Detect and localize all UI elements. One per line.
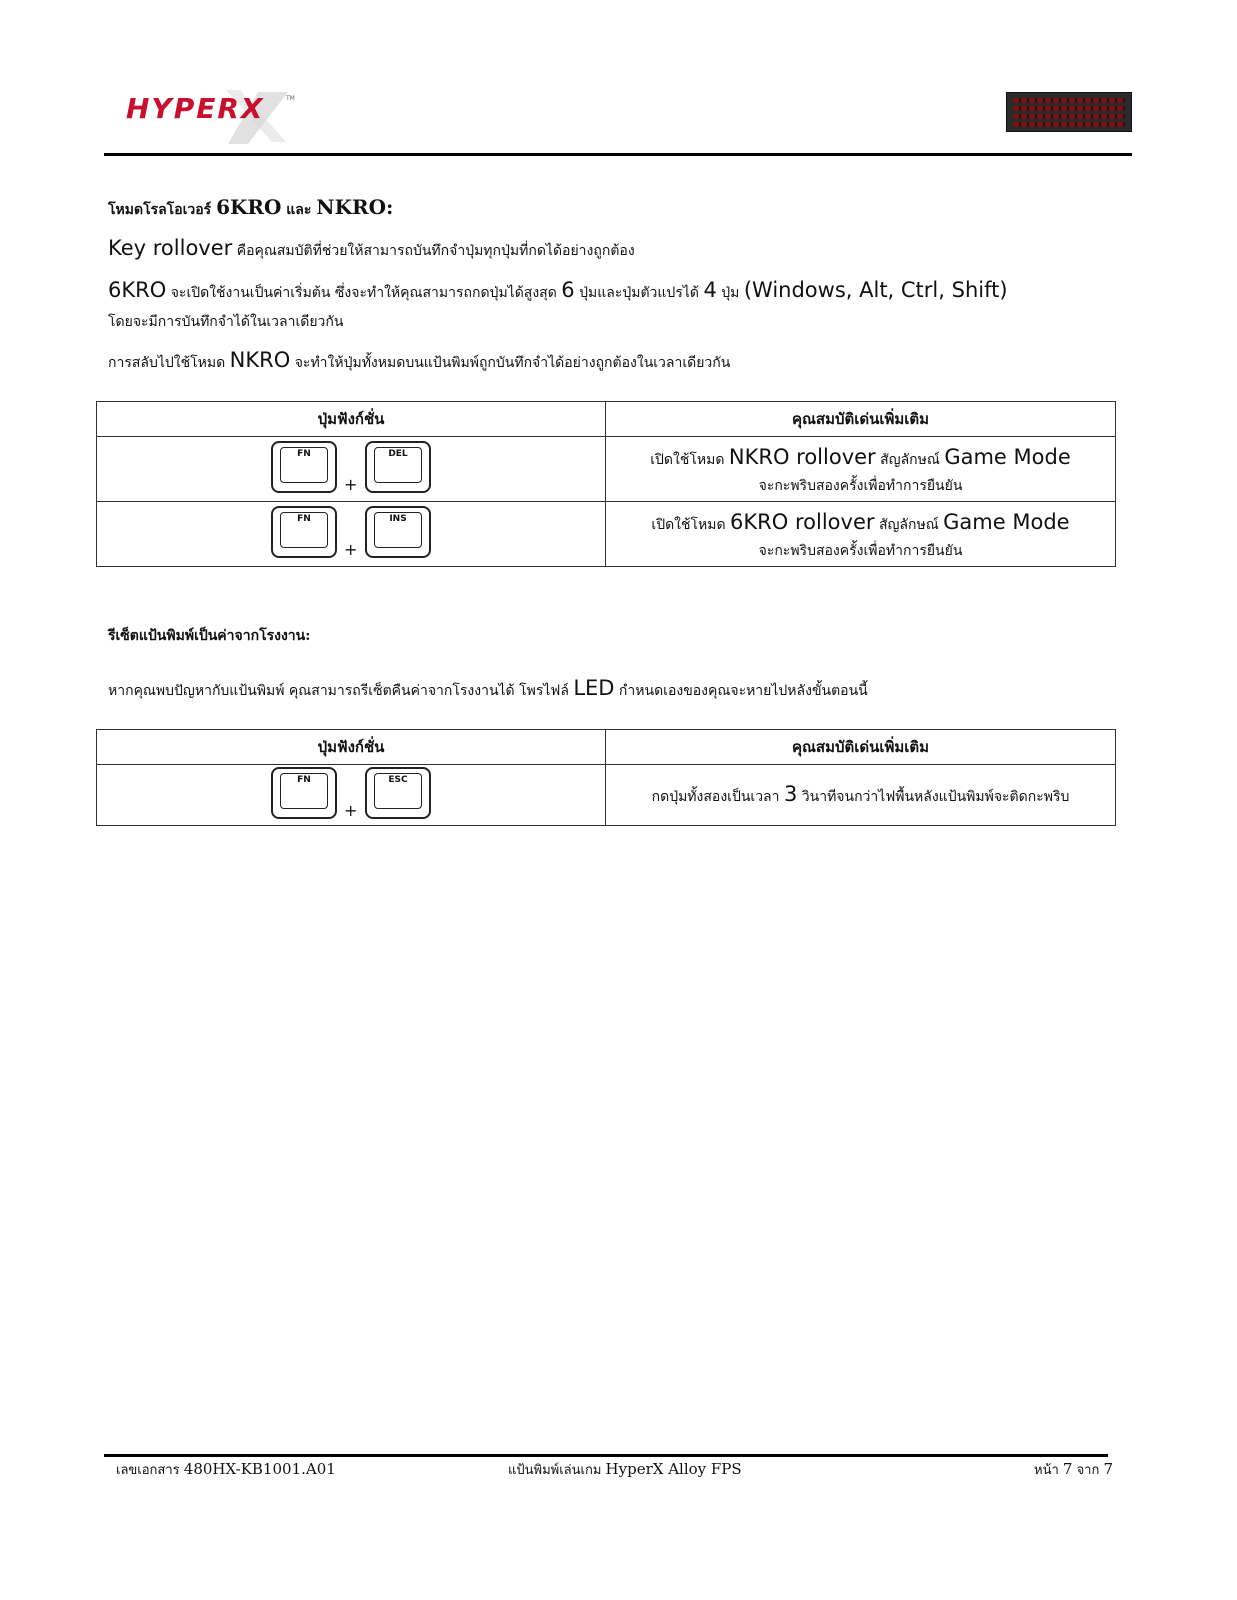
paragraph-factory-reset: หากคุณพบปัญหากับแป้นพิมพ์ คุณสามารถรีเซ็ตคืนค่าจากโรงงานได้ โพรไฟล์ LED กำหนดเองของคุณจะหายไปหลังขั้นตอนนี้ bbox=[108, 676, 868, 700]
feature-description: เปิดใช้โหมด 6KRO rollover สัญลักษณ์ Game Mode จะกะพริบสองครั้งเพื่อทำการยืนยัน bbox=[606, 502, 1116, 567]
paragraph-nkro: การสลับไปใช้โหมด NKRO จะทำให้ปุ่มทั้งหมดบนแป้นพิมพ์ถูกบันทึกจำได้อย่างถูกต้องในเวลาเดียวกัน bbox=[108, 348, 731, 372]
page-header bbox=[108, 80, 1132, 158]
paragraph-key-rollover: Key rollover คือคุณสมบัติที่ช่วยให้สามารถบันทึกจำปุ่มทุกปุ่มที่กดได้อย่างถูกต้อง bbox=[108, 236, 635, 260]
paragraph-6kro: 6KRO จะเปิดใช้งานเป็นค่าเริ่มต้น ซึ่งจะทำให้คุณสามารถกดปุ่มได้สูงสุด 6 ปุ่มและปุ่มตัวแปรได้ 4 ปุ่ม (Windows, Alt, Ctrl, Shift) bbox=[108, 278, 1008, 302]
footer-divider bbox=[104, 1454, 1108, 1457]
key-combo-fn-ins bbox=[97, 502, 605, 566]
footer-doc-number: เลขเอกสาร 480HX-KB1001.A01 bbox=[116, 1460, 336, 1478]
keyboard-thumbnail bbox=[1006, 92, 1132, 132]
key-combo-fn-del bbox=[97, 437, 605, 501]
key-combo-fn-esc bbox=[97, 765, 605, 825]
section-heading-factory-reset: รีเซ็ตแป้นพิมพ์เป็นค่าจากโรงงาน: bbox=[108, 628, 311, 644]
table-header-function-keys: ปุ่มฟังก์ชั่น bbox=[97, 402, 606, 437]
header-divider bbox=[104, 153, 1132, 156]
table-header-features: คุณสมบัติเด่นเพิ่มเติม bbox=[606, 730, 1116, 765]
rollover-shortcut-table bbox=[96, 401, 1116, 567]
plus-sign: + bbox=[344, 475, 358, 494]
hyperx-logo bbox=[108, 84, 308, 148]
svg-text:HYPERX: HYPERX bbox=[126, 92, 265, 125]
footer-page-number: หน้า 7 จาก 7 bbox=[1034, 1460, 1114, 1478]
fn-key-icon: FN bbox=[271, 441, 337, 493]
section-heading-rollover: โหมดโรลโอเวอร์ 6KRO และ NKRO: bbox=[108, 195, 394, 219]
svg-text:TM: TM bbox=[286, 95, 295, 102]
feature-description: เปิดใช้โหมด NKRO rollover สัญลักษณ์ Game Mode จะกะพริบสองครั้งเพื่อทำการยืนยัน bbox=[606, 437, 1116, 502]
plus-sign: + bbox=[344, 801, 358, 820]
table-header-function-keys: ปุ่มฟังก์ชั่น bbox=[97, 730, 606, 765]
ins-key-icon: INS bbox=[365, 506, 431, 558]
footer-product: แป้นพิมพ์เล่นเกม HyperX Alloy FPS bbox=[508, 1460, 742, 1478]
esc-key-icon: ESC bbox=[365, 767, 431, 819]
reset-shortcut-table bbox=[96, 729, 1116, 826]
table-header-features: คุณสมบัติเด่นเพิ่มเติม bbox=[606, 402, 1116, 437]
table-row bbox=[97, 765, 1116, 826]
fn-key-icon: FN bbox=[271, 767, 337, 819]
feature-description: กดปุ่มทั้งสองเป็นเวลา 3 วินาทีจนกว่าไฟพื้นหลังแป้นพิมพ์จะติดกะพริบ bbox=[606, 765, 1116, 826]
paragraph-6kro-line2: โดยจะมีการบันทึกจำได้ในเวลาเดียวกัน bbox=[108, 314, 344, 330]
plus-sign: + bbox=[344, 540, 358, 559]
del-key-icon: DEL bbox=[365, 441, 431, 493]
fn-key-icon: FN bbox=[271, 506, 337, 558]
table-row bbox=[97, 502, 1116, 567]
table-row bbox=[97, 437, 1116, 502]
